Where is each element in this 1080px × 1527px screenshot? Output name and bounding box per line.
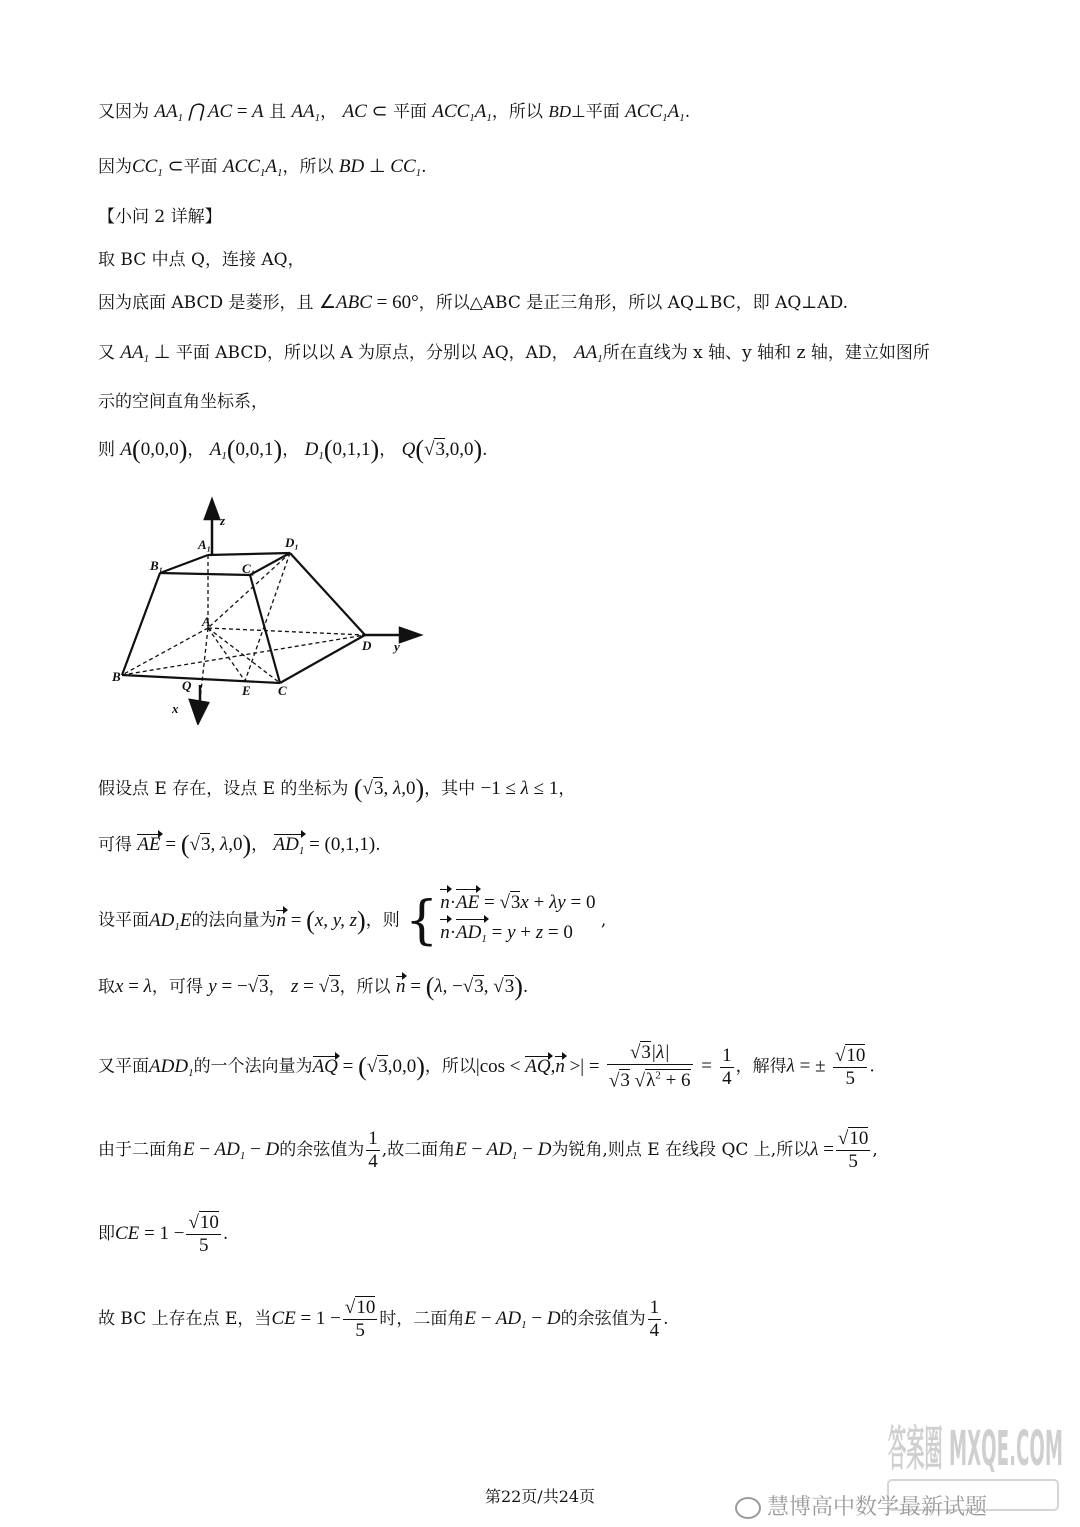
label-D: D: [362, 638, 372, 653]
formula: $AA_1$ ⋂ AC = A: [154, 101, 264, 124]
label-C1: C₁: [242, 561, 256, 576]
equation-system: n·AE = √3x + λy = 0 $n\cdot AD_1 = y + z = 0$: [440, 888, 595, 954]
text-line-3: 取 BC 中点 Q，连接 AQ，: [98, 250, 305, 270]
label-z: z: [220, 513, 226, 528]
label-B: B: [112, 669, 121, 684]
text-line-1: 又因为 $AA_1$ ⋂ AC = A 且 $AA_1$， AC ⊂ 平面 $ACC_1A_1$，所以 BD⊥平面 $ACC_1A_1$.: [98, 101, 691, 124]
label-A1: A₁: [198, 537, 212, 552]
text-line-6: 示的空间直角坐标系，: [98, 392, 268, 412]
page-footer: 第22页/共24页: [484, 1487, 596, 1506]
text-line-9: 可得 AE = (√3, λ,0)， $AD_1 = (0,1,1)$.: [98, 833, 381, 863]
label-x: x: [172, 701, 179, 716]
label-B1: B₁: [150, 558, 164, 573]
label-E: E: [242, 683, 251, 698]
logo-text: 答案圈 MXQE.COM: [888, 1421, 1063, 1477]
section-heading: 【小问 2 详解】: [98, 207, 222, 227]
geometry-figure: [110, 495, 430, 725]
text-line-5: 又 $AA_1$ ⊥ 平面 ABCD，所以以 A 为原点，分别以 AQ，AD， $AA_1$所在直线为 x 轴、y 轴和 z 轴，建立如图所: [98, 342, 930, 365]
text-line-2: 因为$CC_1$ ⊂平面 $ACC_1A_1$，所以 BD ⊥ $CC_1$.: [98, 156, 427, 179]
text-line-14: 即CE = 1 − $\frac{√10}{5}$ .: [98, 1212, 229, 1256]
watermark: 慧博高中数学最新试题: [735, 1490, 987, 1521]
label-Q: Q: [182, 678, 192, 693]
text-line-15: 故 BC 上存在点 E，当CE = 1 − $\frac{√10}{5}$ 时，二面角$E - AD_1 - D$的余弦值为 $\frac{1}{4}$ .: [98, 1297, 669, 1341]
text-line-10: 设平面$AD_1E$的法向量为n = (x, y, z)，则 { n·AE = √3x + λy = 0 $n\cdot AD_1 = y + z = 0$ ,: [98, 888, 606, 954]
text-line-7: 则 A(0,0,0)， $A_1(0,0,1)$， $D_1(0,1,1)$， Q(√3,0,0).: [98, 435, 488, 464]
text-line-11: 取x = λ，可得 y = −√3， z = √3，所以 n = (λ, −√3, √3).: [98, 972, 529, 1001]
label-D1: D₁: [285, 535, 299, 550]
text-line-13: 由于二面角$E - AD_1 - D$的余弦值为 $\frac{1}{4}$ ,故二面角$E - AD_1 - D$为锐角,则点 E 在线段 QC 上,所以λ = $\frac{√10}{5}$ ,: [98, 1128, 878, 1172]
text-line-12: 又平面$ADD_1$的一个法向量为AQ = (√3,0,0)，所以|cos < AQ,n >| = $\frac{√3|\lambda|}{√3 √\lambda^2 + 6}$ = $\frac{1}{4}$ ，解得λ = ± $\frac{√10}{5}$ .: [98, 1042, 875, 1092]
label-A: A: [202, 614, 211, 629]
label-y: y: [394, 639, 400, 654]
label-C: C: [278, 683, 287, 698]
text-line-4: 因为底面 ABCD 是菱形，且 ∠ABC = 60°，所以△ABC 是正三角形，所以 AQ⊥BC，即 AQ⊥AD.: [98, 292, 849, 313]
text-line-8: 假设点 E 存在，设点 E 的坐标为 (√3, λ,0)，其中 −1 ≤ λ ≤ 1，: [98, 774, 576, 803]
